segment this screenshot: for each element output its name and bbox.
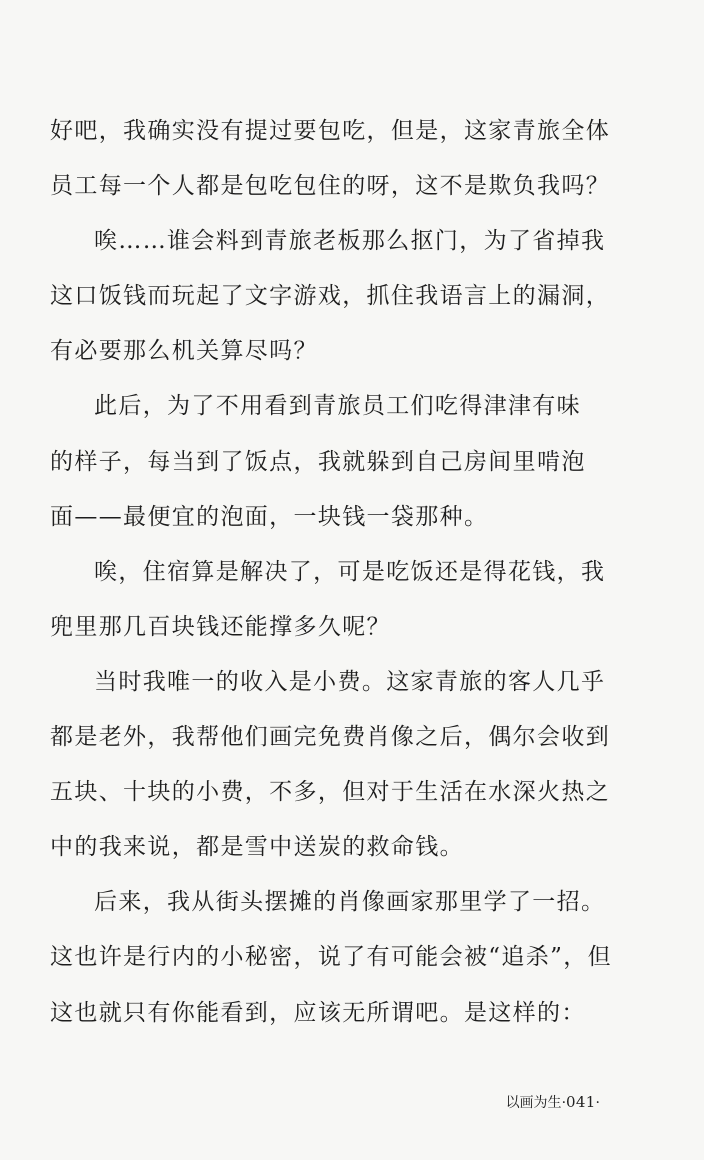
text-line: 中的我来说，都是雪中送炭的救命钱。: [50, 834, 464, 861]
text-line: 当时我唯一的收入是小费。这家青旅的客人几乎: [94, 668, 606, 695]
chapter-title: 以画为生: [505, 1095, 562, 1111]
text-line: 兜里那几百块钱还能撑多久呢？: [50, 613, 391, 640]
text-line: 好吧，我确实没有提过要包吃，但是，这家青旅全体: [50, 118, 611, 144]
text-line: 五块、十块的小费，不多，但对于生活在水深火热之: [50, 779, 611, 806]
text-line: 面——最便宜的泡面，一块钱一袋那种。: [50, 503, 489, 530]
page-number: 041: [566, 1093, 596, 1111]
text-line: 后来，我从街头摆摊的肖像画家那里学了一招。: [94, 889, 606, 916]
text-line: 的样子，每当到了饭点，我就躲到自己房间里啃泡: [50, 448, 586, 475]
footer-separator-right: ·: [595, 1095, 600, 1111]
text-line: 员工每一个人都是包吃包住的呀，这不是欺负我吗？: [50, 173, 611, 200]
text-line: 都是老外，我帮他们画完免费肖像之后，偶尔会收到: [50, 724, 611, 751]
page-footer: [506, 1092, 600, 1113]
text-line: 唉……谁会料到青旅老板那么抠门，为了省掉我: [94, 228, 606, 255]
text-line: 此后，为了不用看到青旅员工们吃得津津有味: [94, 393, 581, 420]
text-line: 这也就只有你能看到，应该无所谓吧。是这样的：: [50, 999, 586, 1026]
footer-separator-left: ·: [561, 1095, 567, 1111]
text-line: 有必要那么机关算尽吗？: [50, 338, 318, 365]
body-text: [50, 104, 610, 1041]
text-line: 唉，住宿算是解决了，可是吃饭还是得花钱，我: [94, 558, 606, 585]
text-line: 这也许是行内的小秘密，说了有可能会被“追杀”，但: [50, 944, 612, 971]
text-line: 这口饭钱而玩起了文字游戏，抓住我语言上的漏洞，: [50, 283, 611, 310]
